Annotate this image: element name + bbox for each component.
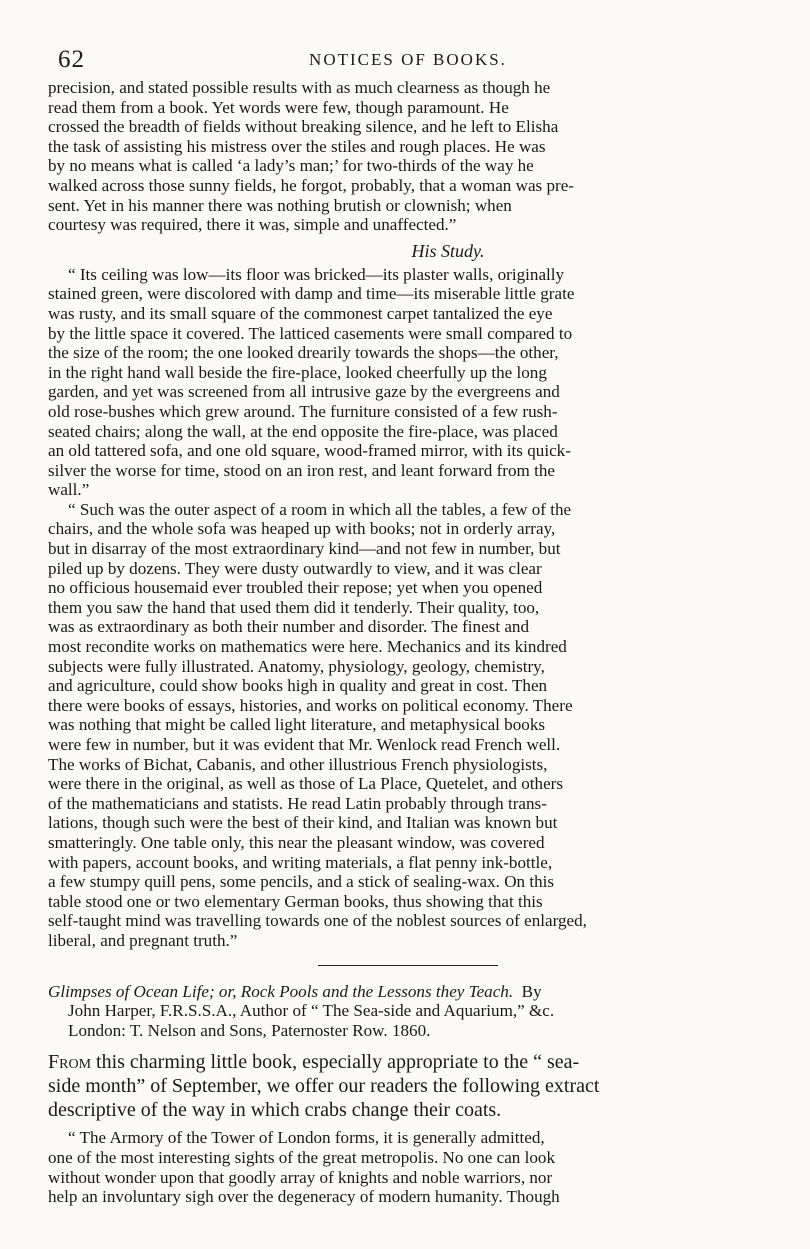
page-header [48,42,768,78]
text-line: of the mathematicians and statists. He read Latin probably through trans- [48,793,547,813]
text-line: “ The Armory of the Tower of London forms, it is generally admitted, [68,1128,545,1148]
text-line: seated chairs; along the wall, at the end opposite the fire-place, was placed [48,421,558,441]
text-line: them you saw the hand that used them did it tenderly. Their quality, too, [48,597,540,617]
text-line: precision, and stated possible results with as much clearness as though he [48,78,551,97]
text-line: the size of the room; the one looked drearily towards the shops—the other, [48,343,559,363]
text-line: lations, though such were the best of their kind, and Italian was known but [48,813,558,833]
text-line: an old tattered sofa, and one old square, wood-framed mirror, with its quick- [48,441,571,461]
text-line: liberal, and pregnant truth.” [48,930,238,950]
text-line: there were books of essays, histories, and works on political economy. There [48,695,573,715]
text-line: in the right hand wall beside the fire-place, looked cheerfully up the long [48,362,547,382]
text-line: no officious housemaid ever troubled their repose; yet when you opened [48,578,543,598]
text-line: silver the worse for time, stood on an iron rest, and leant forward from the [48,460,555,480]
running-head: NOTICES OF BOOKS. [309,50,507,69]
text-line: by no means what is called ‘a lady’s man;’ for two-thirds of the way he [48,156,534,176]
book-page [48,42,768,1207]
text-line: The works of Bichat, Cabanis, and other illustrious French physiologists, [48,754,548,774]
study-paragraph-2 [48,500,768,951]
text-line: descriptive of the way in which crabs change their coats. [48,1099,502,1122]
text-line: were there in the original, as well as those of La Place, Quetelet, and others [48,774,563,794]
text-line: table stood one or two elementary German books, thus showing that this [48,891,543,911]
intro-paragraph [48,1050,768,1122]
text-line: smatteringly. One table only, this near the pleasant window, was covered [48,832,545,852]
citation-by: By [521,981,542,1001]
citation-publisher: London: T. Nelson and Sons, Paternoster Row. 1860. [68,1020,431,1040]
text-line: a few stumpy quill pens, some pencils, and a stick of sealing-wax. On this [48,872,555,892]
text-line: garden, and yet was screened from all intrusive gaze by the evergreens and [48,382,560,402]
text-line: wall.” [48,480,90,500]
citation-author: John Harper, F.R.S.S.A., Author of “ The Sea-side and Aquarium,” &c. [68,1001,555,1021]
text-line: with papers, account books, and writing materials, a flat penny ink-bottle, [48,852,553,872]
section-title: His Study. [411,240,485,261]
text-line: side month” of September, we offer our readers the following extract [48,1075,600,1098]
text-line: but in disarray of the most extraordinary kind—and not few in number, but [48,539,561,559]
text-line: were few in number, but it was evident that Mr. Wenlock read French well. [48,735,561,754]
text-line: piled up by dozens. They were dusty outwardly to view, and it was clear [48,558,542,578]
text-line: most recondite works on mathematics were here. Mechanics and its kindred [48,637,567,657]
text-line: sent. Yet in his manner there was nothing brutish or clownish; when [48,195,512,215]
study-paragraph-1 [48,265,768,500]
text-line: subjects were fully illustrated. Anatomy, physiology, geology, chemistry, [48,656,545,676]
book-citation [48,982,768,1041]
text-line [48,1050,768,1074]
text-line: walked across those sunny fields, he forgot, probably, that a woman was pre- [48,175,574,195]
text-line: courtesy was required, there it was, simple and unaffected.” [48,215,457,235]
text-line: chairs, and the whole sofa was heaped up with books; not in orderly array, [48,519,556,539]
text-line: the task of assisting his mistress over the stiles and rough places. He was [48,136,546,156]
text-line: was rusty, and its small square of the commonest carpet tantalized the eye [48,303,553,323]
text-line: help an involuntary sigh over the degeneracy of modern humanity. Though [48,1187,560,1207]
intro-first-word: From [48,1051,92,1074]
text-line: by the little space it covered. The latticed casements were small compared to [48,323,573,343]
opening-paragraph [48,78,768,235]
text-line: was nothing that might be called light literature, and metaphysical books [48,715,546,735]
text-line: self-taught mind was travelling towards one of the noblest sources of enlarged, [48,911,587,931]
text-line: without wonder upon that goodly array of knights and noble warriors, nor [48,1167,553,1187]
text-line: one of the most interesting sights of the great metropolis. No one can look [48,1147,556,1167]
closing-paragraph [48,1128,768,1206]
text-line: old rose-bushes which grew around. The furniture consisted of a few rush- [48,401,558,421]
citation-title: Glimpses of Ocean Life; or, Rock Pools and the Lessons they Teach. [48,981,514,1001]
page-number: 62 [58,46,85,73]
text-line: read them from a book. Yet words were few, though paramount. He [48,97,509,117]
text-line: and agriculture, could show books high in quality and great in cost. Then [48,676,548,696]
intro-line-rest: this charming little book, especially appropriate to the “ sea- [91,1051,580,1074]
text-line: crossed the breadth of fields without breaking silence, and he left to Elisha [48,117,559,137]
section-divider [318,965,498,966]
text-line: was as extraordinary as both their number and disorder. The finest and [48,617,530,637]
text-line: “ Such was the outer aspect of a room in which all the tables, a few of the [68,499,572,519]
text-line: stained green, were discolored with damp and time—its miserable little grate [48,284,575,304]
text-line: “ Its ceiling was low—its floor was bricked—its plaster walls, originally [68,264,565,284]
citation-title-line [48,982,768,1002]
